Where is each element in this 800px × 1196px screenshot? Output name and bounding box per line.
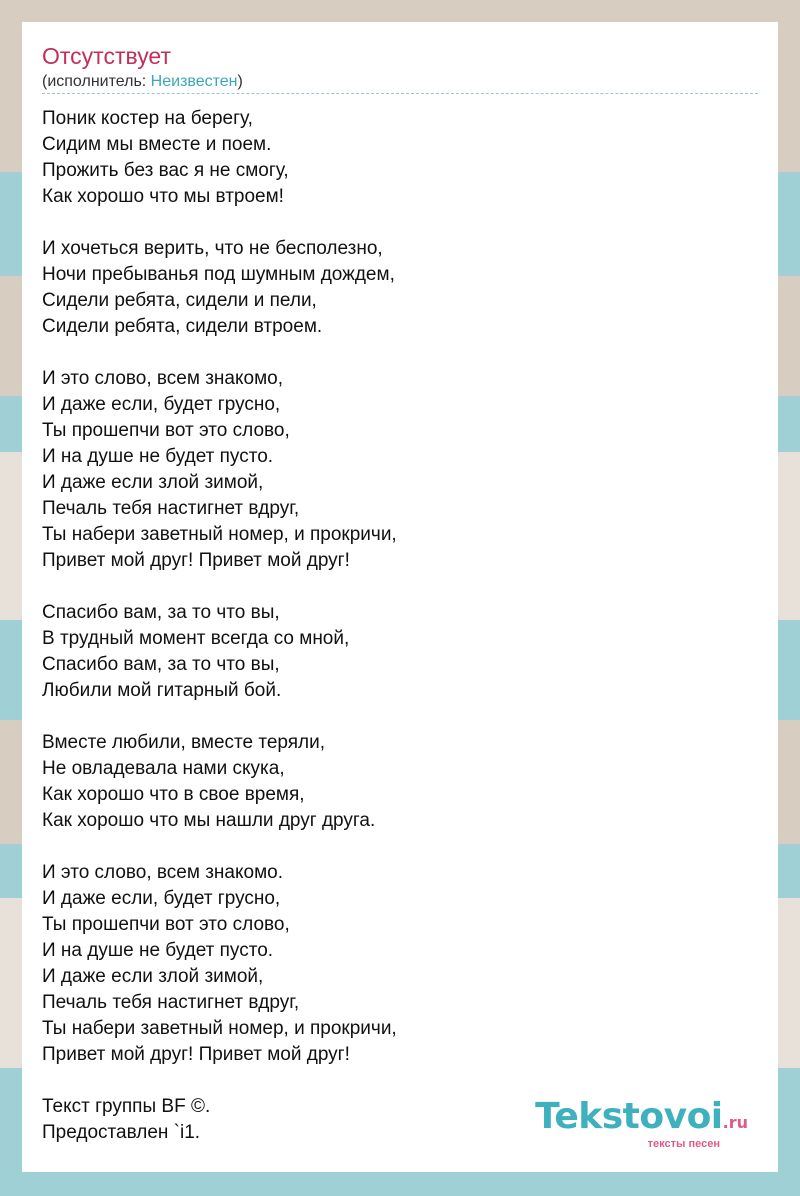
lyric-line	[42, 704, 742, 730]
lyric-line: И даже если, будет грусно,	[42, 888, 281, 909]
lyric-line: Поник костер на берегу,	[42, 108, 253, 129]
lyric-line: Как хорошо что мы втроем!	[42, 186, 284, 207]
lyric-line: Как хорошо что в свое время,	[42, 784, 305, 805]
lyric-line	[42, 834, 742, 860]
lyric-line: Печаль тебя настигнет вдруг,	[42, 992, 300, 1013]
site-logo[interactable]	[535, 1098, 748, 1150]
lyric-line	[42, 1068, 742, 1094]
lyric-line: И даже если, будет грусно,	[42, 394, 281, 415]
logo-wordmark	[535, 1098, 748, 1142]
lyric-line: И это слово, всем знакомо,	[42, 368, 283, 389]
lyric-line: Ты набери заветный номер, и прокричи,	[42, 524, 397, 545]
artist-link[interactable]: Неизвестен	[150, 73, 238, 90]
lyric-line: Ты прошепчи вот это слово,	[42, 420, 290, 441]
lyric-line: И на душе не будет пусто.	[42, 940, 274, 961]
lyric-line: Печаль тебя настигнет вдруг,	[42, 498, 300, 519]
lyric-line	[42, 574, 742, 600]
lyric-line: Сидели ребята, сидели втроем.	[42, 316, 323, 337]
lyric-line: Сидели ребята, сидели и пели,	[42, 290, 317, 311]
lyric-line: Вместе любили, вместе теряли,	[42, 732, 326, 753]
lyric-line: Не овладевала нами скука,	[42, 758, 285, 779]
lyric-line	[42, 210, 742, 236]
logo-tagline: тексты песен	[647, 1138, 720, 1150]
logo-tld: .ru	[722, 1113, 748, 1132]
artist-suffix: )	[237, 73, 243, 90]
lyric-line: Любили мой гитарный бой.	[42, 680, 282, 701]
lyric-line: Привет мой друг! Привет мой друг!	[42, 1044, 350, 1065]
lyric-line: Спасибо вам, за то что вы,	[42, 602, 280, 623]
lyric-line: И это слово, всем знакомо.	[42, 862, 283, 883]
lyric-line: В трудный момент всегда со мной,	[42, 628, 350, 649]
logo-name: Tekstovoi	[535, 1096, 723, 1137]
lyric-line: И даже если злой зимой,	[42, 966, 264, 987]
lyric-line: Ты набери заветный номер, и прокричи,	[42, 1018, 397, 1039]
lyric-line: Спасибо вам, за то что вы,	[42, 654, 280, 675]
lyric-line: Как хорошо что мы нашли друг друга.	[42, 810, 376, 831]
lyric-line: И хочеться верить, что не бесполезно,	[42, 238, 383, 259]
lyric-line: Сидим мы вместе и поем.	[42, 134, 272, 155]
lyric-line: Прожить без вас я не смогу,	[42, 160, 289, 181]
lyric-line: Предоставлен `i1.	[42, 1122, 201, 1143]
lyrics-text	[42, 106, 742, 1146]
lyrics-card	[22, 22, 778, 1172]
artist-prefix: (исполнитель:	[42, 73, 151, 90]
song-title: Отсутствует	[42, 43, 171, 69]
lyric-line: И на душе не будет пусто.	[42, 446, 274, 467]
lyric-line: Привет мой друг! Привет мой друг!	[42, 550, 350, 571]
lyric-line: Ты прошепчи вот это слово,	[42, 914, 290, 935]
lyric-line: Текст группы BF ©.	[42, 1096, 211, 1117]
divider	[42, 93, 758, 94]
lyric-line: И даже если злой зимой,	[42, 472, 264, 493]
artist-line	[42, 72, 243, 92]
lyric-line: Ночи пребыванья под шумным дождем,	[42, 264, 395, 285]
lyric-line	[42, 340, 742, 366]
